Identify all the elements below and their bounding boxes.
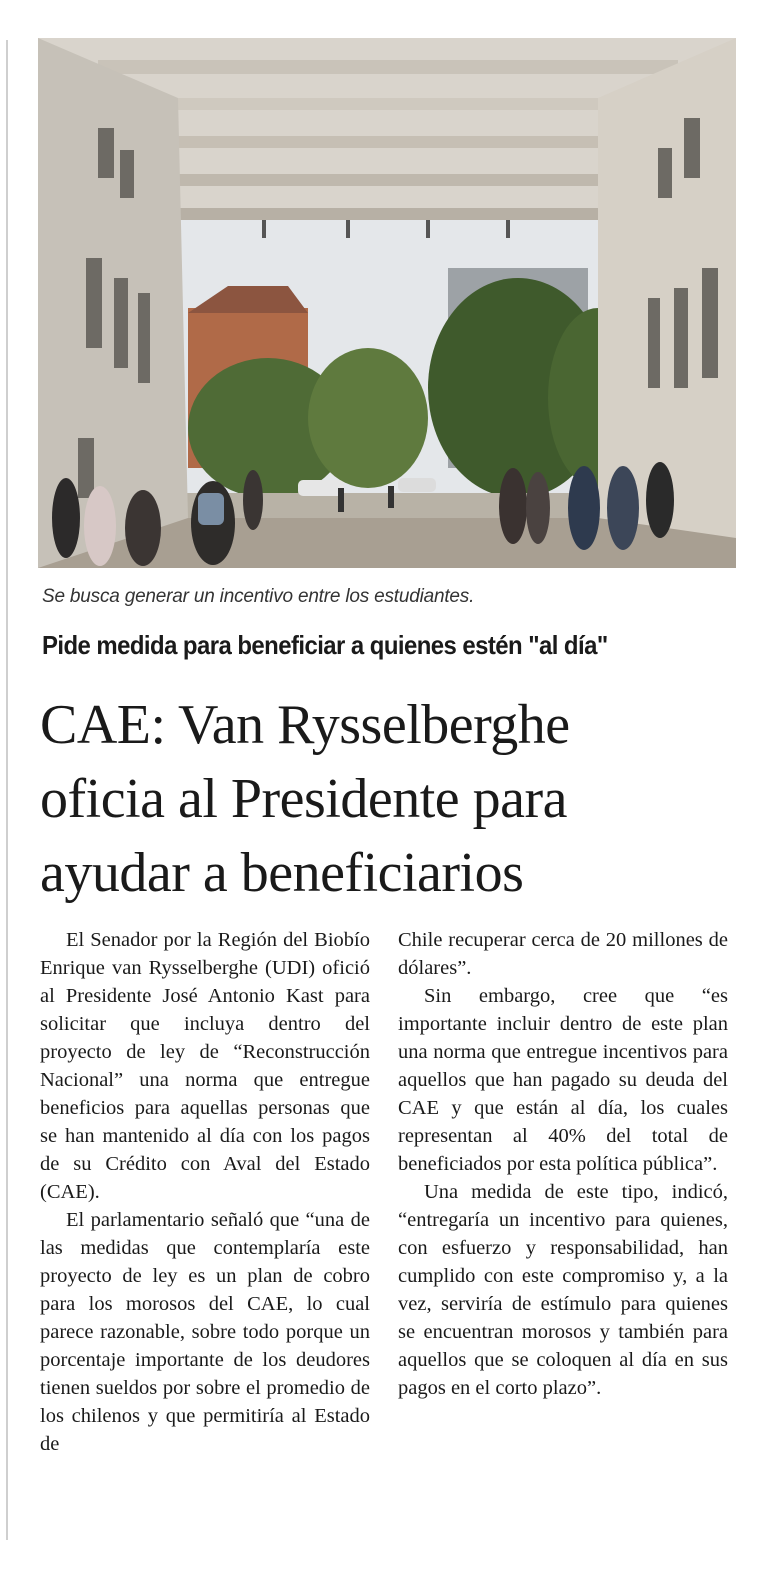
body-paragraph-1: El Senador por la Región del Biobío Enrique van Rysselberghe (UDI) ofició al Presidente José Antonio Kast para solicitar que incluya dentro del proyecto de ley de “Reconstrucción Nacional” una norma que entregue beneficios para aquellas personas que se han mantenido al día con los pagos de su Crédito con Aval del Estado (CAE). bbox=[40, 929, 370, 1203]
photo-caption: Se busca generar un incentivo entre los estudiantes. bbox=[42, 586, 475, 607]
headline-line-3: ayudar a beneficiarios bbox=[40, 842, 524, 904]
body-paragraph-4: Una medida de este tipo, indicó, “entregaría un incentivo para quienes, con esfuerzo y responsabilidad, han cumplido con este compromiso y, a la vez, serviría de estímulo para quienes se encuentran morosos y también para aquellos que se coloquen al día en sus pagos en el corto plazo”. bbox=[398, 1181, 728, 1399]
body-paragraph-2: El parlamentario señaló que “una de las medidas que contemplaría este proyecto de ley es un plan de cobro para los morosos del CAE, lo cual parece razonable, sobre todo porque un porcentaje importante de los deudores tienen sueldos por sobre el promedio de los chilenos y que permitiría al Estado de bbox=[40, 1209, 370, 1455]
headline-line-1: CAE: Van Rysselberghe bbox=[40, 694, 570, 756]
article-column-right bbox=[398, 926, 728, 1402]
article-column-left bbox=[40, 926, 370, 1458]
headline-line-2: oficia al Presidente para bbox=[40, 768, 568, 830]
article-headline bbox=[40, 688, 740, 910]
article-kicker: Pide medida para beneficiar a quienes estén "al día" bbox=[42, 630, 608, 660]
body-paragraph-2-continued: Chile recuperar cerca de 20 millones de dólares”. bbox=[398, 929, 728, 979]
campus-gate-illustration bbox=[38, 38, 736, 568]
article-photo bbox=[38, 38, 736, 568]
body-paragraph-3: Sin embargo, cree que “es importante incluir dentro de este plan una norma que entregue incentivos para aquellos que han pagado su deuda del CAE y que están al día, los cuales representan al 40% del total de beneficiados por esta política pública”. bbox=[398, 985, 728, 1175]
page-margin-rule bbox=[6, 40, 8, 1540]
